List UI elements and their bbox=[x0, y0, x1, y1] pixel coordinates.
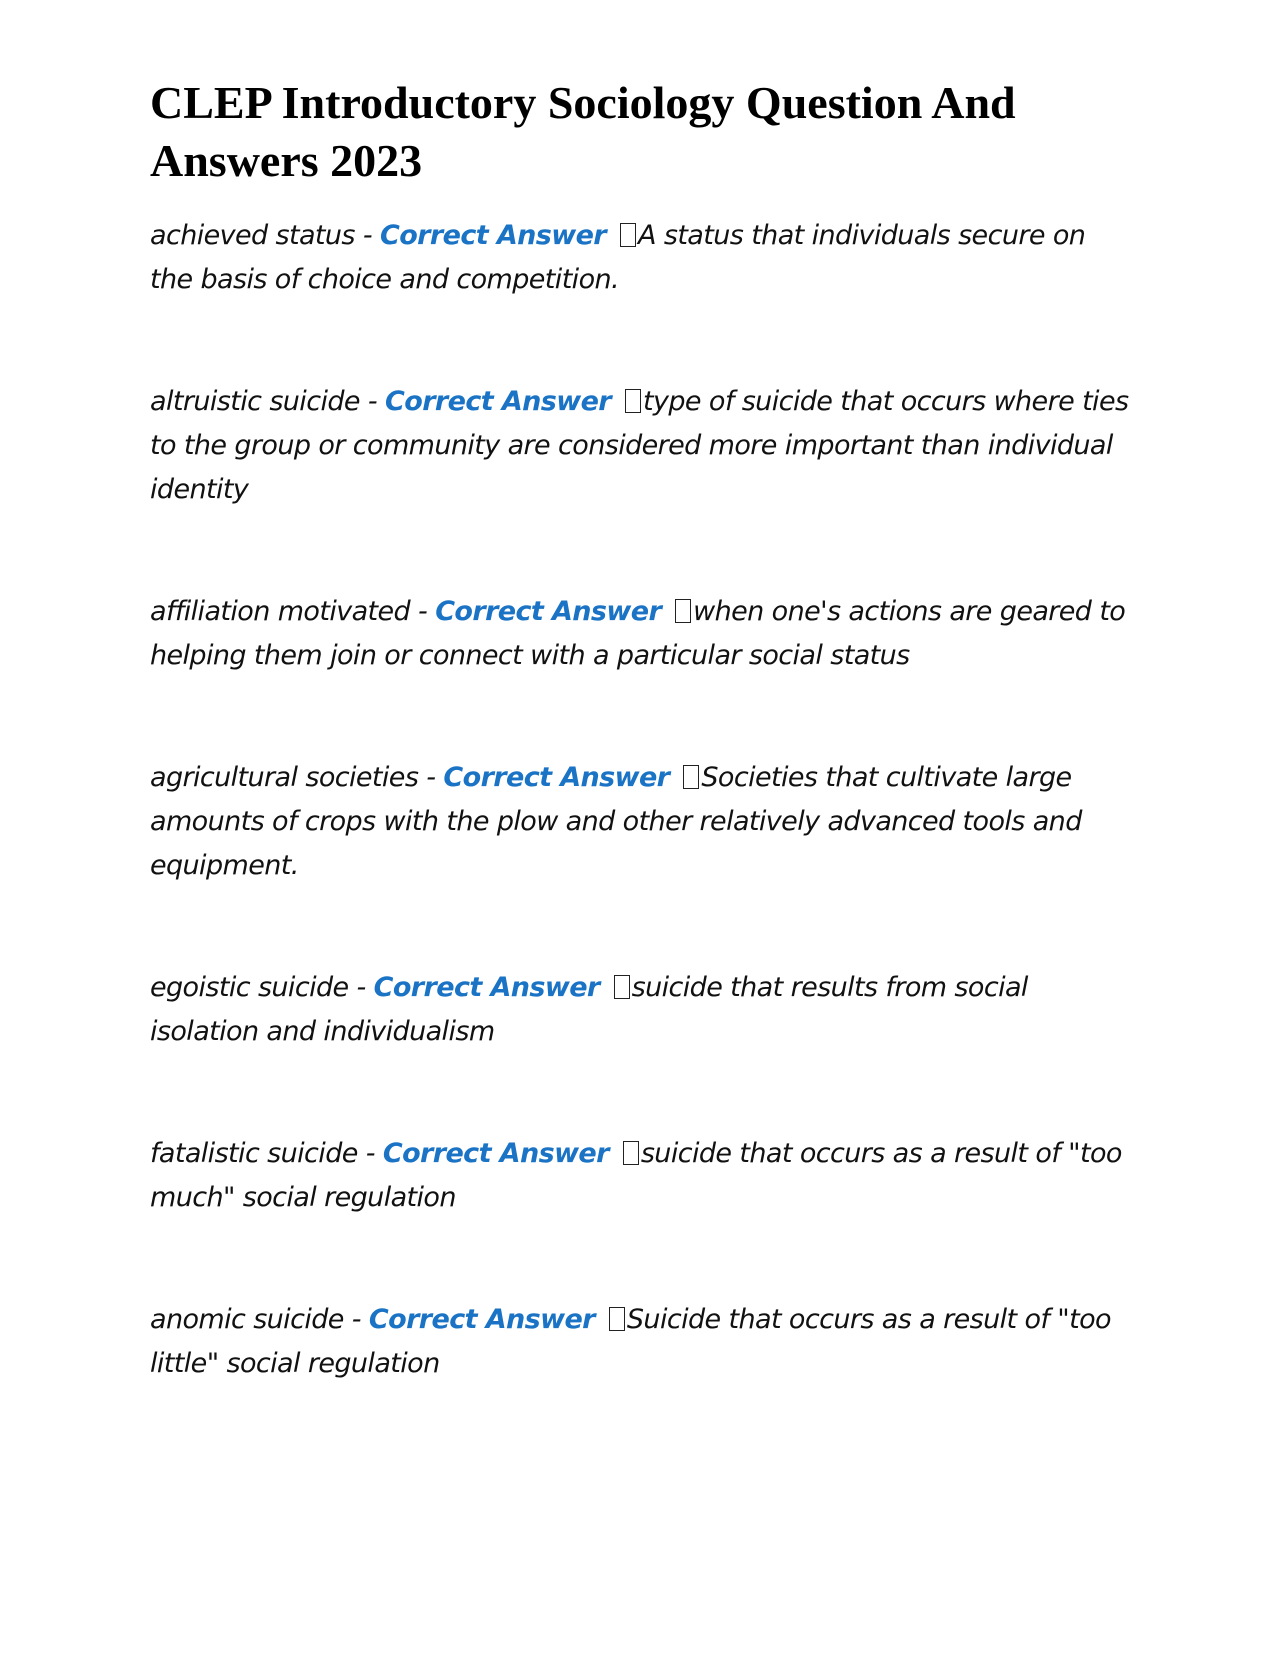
entry-definition: type of suicide that occurs where ties to the group or community are considered more important than individual identity bbox=[150, 386, 1129, 505]
entry-definition: Suicide that occurs as a result of "too little" social regulation bbox=[150, 1304, 1111, 1379]
entry-definition: A status that individuals secure on the basis of choice and competition. bbox=[150, 220, 1086, 295]
entry-definition: suicide that results from social isolation and individualism bbox=[150, 972, 1028, 1047]
entry-definition: when one's actions are geared to helping them join or connect with a particular social status bbox=[150, 596, 1126, 671]
entry-separator: - bbox=[359, 386, 386, 417]
entry-separator: - bbox=[357, 1138, 383, 1169]
missing-glyph-box-icon bbox=[614, 975, 630, 999]
qa-entry bbox=[150, 966, 1135, 1054]
entry-term: agricultural societies bbox=[150, 762, 419, 793]
entry-separator: - bbox=[348, 972, 374, 1003]
missing-glyph-box-icon bbox=[609, 1307, 625, 1331]
entry-term: egoistic suicide bbox=[150, 972, 349, 1003]
entry-term: altruistic suicide bbox=[150, 386, 360, 417]
correct-answer-label: Correct Answer bbox=[385, 386, 612, 417]
entry-separator: - bbox=[354, 220, 381, 251]
entry-separator: - bbox=[418, 762, 444, 793]
document-content bbox=[150, 74, 1135, 1386]
missing-glyph-box-icon bbox=[623, 1141, 639, 1165]
correct-answer-label: Correct Answer bbox=[435, 596, 662, 627]
entry-term: fatalistic suicide bbox=[150, 1138, 358, 1169]
missing-glyph-box-icon bbox=[620, 223, 636, 247]
qa-entry bbox=[150, 1132, 1135, 1220]
entry-definition: Societies that cultivate large amounts of crops with the plow and other relatively advanced tools and equipment. bbox=[150, 762, 1082, 881]
correct-answer-label: Correct Answer bbox=[368, 1304, 595, 1335]
missing-glyph-box-icon bbox=[625, 389, 641, 413]
qa-entry bbox=[150, 756, 1135, 888]
correct-answer-label: Correct Answer bbox=[380, 220, 606, 251]
qa-list bbox=[150, 214, 1135, 1386]
qa-entry bbox=[150, 1298, 1135, 1386]
qa-entry bbox=[150, 380, 1135, 512]
qa-entry bbox=[150, 214, 1135, 302]
entry-term: anomic suicide bbox=[150, 1304, 344, 1335]
correct-answer-label: Correct Answer bbox=[382, 1138, 609, 1169]
missing-glyph-box-icon bbox=[675, 599, 691, 623]
entry-definition: suicide that occurs as a result of "too much" social regulation bbox=[150, 1138, 1122, 1213]
correct-answer-label: Correct Answer bbox=[443, 762, 670, 793]
missing-glyph-box-icon bbox=[683, 765, 699, 789]
entry-term: affiliation motivated bbox=[150, 596, 411, 627]
entry-term: achieved status bbox=[150, 220, 355, 251]
page-title: CLEP Introductory Sociology Question And Answers 2023 bbox=[150, 77, 1016, 186]
correct-answer-label: Correct Answer bbox=[373, 972, 600, 1003]
qa-entry bbox=[150, 590, 1135, 678]
entry-separator: - bbox=[410, 596, 436, 627]
entry-separator: - bbox=[343, 1304, 369, 1335]
